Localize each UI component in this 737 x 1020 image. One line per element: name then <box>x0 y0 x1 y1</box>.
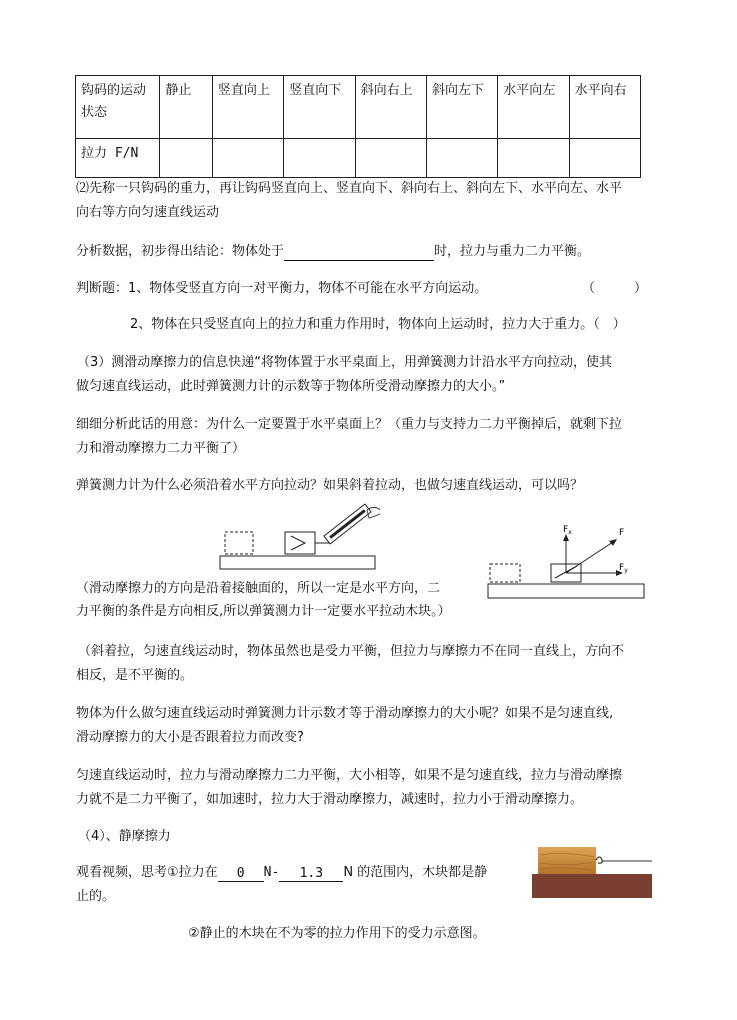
table-row-label: 拉力 F/N <box>76 139 160 178</box>
section3-line2: 做匀速直线运动，此时弹簧测力计的示数等于物体所受滑动摩擦力的大小。” <box>76 379 506 394</box>
answer2-line2: 相反，是不平衡的。 <box>76 668 194 683</box>
label-fx: $F_x$ <box>563 525 572 536</box>
answer3-line2: 力就不是二力平衡了，如加速时，拉力大于滑动摩擦力，减速时，拉力小于滑动摩擦力。 <box>76 792 584 807</box>
value-high: 1.3 <box>279 865 343 882</box>
table-empty-cell[interactable] <box>355 139 426 178</box>
analysis-suffix: 时，拉力与重力二力平衡。 <box>434 244 591 259</box>
spring-scale-figure <box>215 500 380 580</box>
step2-line1: ⑵先称一只钩码的重力，再让钩码竖直向上、竖直向下、斜向右上、斜向左下、水平向左、水平 <box>76 181 623 196</box>
table-empty-cell[interactable] <box>426 139 497 178</box>
section4-watch-line <box>76 864 487 882</box>
watch-suffix: N 的范围内，木块都是静 <box>343 865 488 880</box>
table-state-cell: 水平向左 <box>498 76 569 139</box>
section3-line1: （3）测滑动摩擦力的信息快递“将物体置于水平桌面上，用弹簧测力计沿水平方向拉动，使其 <box>77 355 613 370</box>
section4-item2: ②静止的木块在不为零的拉力作用下的受力示意图。 <box>188 926 486 941</box>
analysis-prefix: 分析数据，初步得出结论：物体处于 <box>76 244 285 259</box>
wood-block <box>285 532 315 554</box>
answer2-line1: （斜着拉，匀速直线运动时，物体虽然也是受力平衡，但拉力与摩擦力不在同一直线上，方向不 <box>78 644 625 659</box>
watch-prefix: 观看视频，思考①拉力在 <box>76 865 218 880</box>
table-surface <box>488 584 644 598</box>
table-empty-cell[interactable] <box>569 139 640 178</box>
value-low: 0 <box>218 865 264 882</box>
table-empty-cell[interactable] <box>160 139 213 178</box>
table-surface <box>220 556 375 569</box>
spring-scale <box>324 504 371 544</box>
label-f: F <box>619 528 625 538</box>
wood-block <box>538 847 596 874</box>
board-surface <box>532 874 652 898</box>
force-decomposition-figure <box>485 520 650 605</box>
section4-title: （4）、静摩擦力 <box>78 829 171 844</box>
question2-line1: 物体为什么做匀速直线运动时弹簧测力计示数才等于滑动摩擦力的大小呢？如果不是匀速直线, <box>76 706 614 721</box>
table-force-row <box>76 139 641 178</box>
f-arrow <box>566 542 613 573</box>
analysis-blank[interactable] <box>284 244 434 261</box>
judge-q1: 判断题：1、物体受竖直方向一对平衡力，物体不可能在水平方向运动。 <box>76 281 488 296</box>
table-state-cell: 静止 <box>160 76 213 139</box>
dashed-block-outline <box>490 564 520 582</box>
motion-state-table <box>75 75 641 178</box>
answer1-line1: （滑动摩擦力的方向是沿着接触面的，所以一定是水平方向，二 <box>76 581 441 596</box>
table-state-cell: 水平向右 <box>569 76 640 139</box>
table-state-cell: 斜向左下 <box>426 76 497 139</box>
step2-line2: 向右等方向匀速直线运动 <box>76 205 220 220</box>
answer1-line2: 力平衡的条件是方向相反,所以弹簧测力计一定要水平拉动木块。） <box>76 604 451 619</box>
table-state-cell: 斜向右上 <box>355 76 426 139</box>
analysis-line <box>76 243 590 261</box>
section3-question: 弹簧测力计为什么必须沿着水平方向拉动？如果斜着拉动，也做匀速直线运动，可以吗？ <box>76 478 584 493</box>
table-empty-cell[interactable] <box>498 139 569 178</box>
table-empty-cell[interactable] <box>284 139 355 178</box>
label-fy: $F_y$ <box>619 563 628 574</box>
section3-analyze1: 细细分析此话的用意：为什么一定要置于水平桌面上？（重力与支持力二力平衡掉后，就剩下拉 <box>76 417 623 432</box>
section3-analyze2: 力和滑动摩擦力二力平衡了） <box>76 441 246 456</box>
question2-line2: 滑动摩擦力的大小是否跟着拉力而改变? <box>76 730 304 745</box>
section4-line2: 止的。 <box>76 889 116 904</box>
table-state-cell: 竖直向上 <box>212 76 283 139</box>
unit-mid: N- <box>263 865 280 880</box>
judge-q2: 2、物体在只受竖直向上的拉力和重力作用时，物体向上运动时，拉力大于重力。（ ） <box>130 317 626 332</box>
table-header-label: 钩码的运动状态 <box>76 76 160 139</box>
block-arrow-mark <box>291 536 305 550</box>
hook-icon <box>596 857 602 863</box>
judge-q1-paren[interactable]: （ ） <box>582 281 648 296</box>
wood-block-photo <box>532 845 652 900</box>
table-state-cell: 竖直向下 <box>284 76 355 139</box>
answer3-line1: 匀速直线运动时，拉力与滑动摩擦力二力平衡，大小相等，如果不是匀速直线，拉力与滑动摩擦 <box>76 768 623 783</box>
table-empty-cell[interactable] <box>212 139 283 178</box>
table-header-row <box>76 76 641 139</box>
dashed-block-outline <box>225 532 253 554</box>
